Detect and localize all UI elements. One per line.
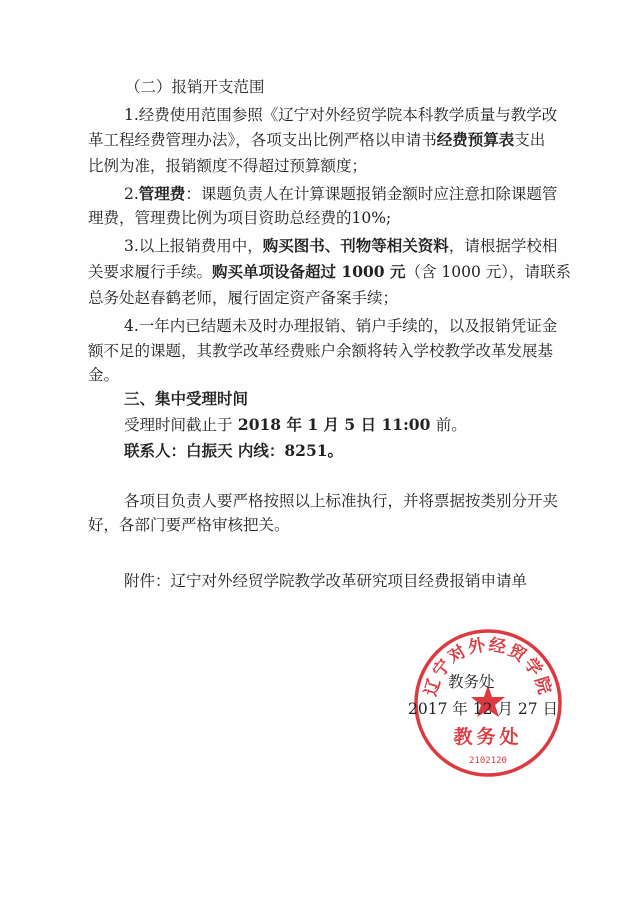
item1-line3: 比例为准，报销额度不得超过预算额度； bbox=[88, 157, 368, 175]
item1-line1: 1.经费使用范围参照《辽宁对外经贸学院本科教学质量与教学改 bbox=[124, 106, 558, 124]
item4-line3: 金。 bbox=[88, 366, 120, 384]
attachment-line: 附件：辽宁对外经贸学院教学改革研究项目经费报销申请单 bbox=[124, 572, 528, 590]
item2-line1 bbox=[0, 183, 640, 205]
item3-line1-text: ，请根据学校相 bbox=[448, 237, 558, 255]
item3-line1 bbox=[0, 235, 640, 257]
item3-line2-text: 关要求履行手续。 bbox=[88, 263, 213, 281]
item3-books-bold: 购买图书、刊物等相关资料 bbox=[262, 236, 449, 255]
closing-line2: 好，各部门要严格审核把关。 bbox=[88, 516, 290, 534]
seal-code: 2102120 bbox=[469, 756, 507, 766]
item1-budget-table-bold: 经费预算表 bbox=[436, 130, 515, 149]
deadline-suffix: 前。 bbox=[435, 416, 467, 434]
item3-equipment-bold: 购买单项设备超过 1000 元 bbox=[212, 262, 406, 281]
item2-prefix: 2. bbox=[124, 185, 139, 203]
deadline-date-bold: 2018 年 1 月 5 日 11:00 bbox=[232, 415, 436, 434]
item2-line1-text: ：课题负责人在计算课题报销金额时应注意扣除课题管 bbox=[185, 185, 558, 203]
item3-line2-tail: （含 1000 元），请联系 bbox=[405, 263, 572, 281]
signature-department: 教务处 bbox=[448, 673, 495, 691]
contact-line: 联系人：白振天 内线：8251。 bbox=[124, 441, 344, 460]
item1-line2-tail: 支出 bbox=[514, 131, 546, 149]
seal-ring-text: 辽宁对外经贸学院 bbox=[421, 635, 555, 699]
section-heading-time: 三、集中受理时间 bbox=[124, 389, 249, 408]
item4-line1: 4.一年内已结题未及时办理报销、销户手续的，以及报销凭证金 bbox=[124, 317, 558, 335]
item2-line2: 理费，管理费比例为项目资助总经费的10%; bbox=[88, 209, 392, 227]
item3-line3: 总务处赵春鹤老师，履行固定资产备案手续； bbox=[88, 289, 399, 307]
item4-line2: 额不足的课题，其教学改革经费账户余额将转入学校教学改革发展基 bbox=[88, 342, 554, 360]
closing-line1: 各项目负责人要严格按照以上标准执行，并将票据按类别分开夹 bbox=[124, 492, 559, 510]
seal-center-text: 教务处 bbox=[453, 726, 523, 748]
item3-prefix: 3.以上报销费用中， bbox=[124, 237, 263, 255]
item2-management-fee-bold: 管理费 bbox=[138, 184, 186, 203]
signature-date: 2017 年 12 月 27 日 bbox=[408, 700, 559, 718]
section-heading-reimbursement: （二）报销开支范围 bbox=[125, 78, 265, 96]
deadline-line bbox=[0, 414, 640, 436]
item1-line2-text: 革工程经费管理办法》，各项支出比例严格以申请书 bbox=[88, 131, 437, 149]
deadline-prefix: 受理时间截止于 bbox=[124, 416, 233, 434]
item1-line2 bbox=[0, 129, 640, 151]
item3-line2 bbox=[0, 261, 640, 283]
